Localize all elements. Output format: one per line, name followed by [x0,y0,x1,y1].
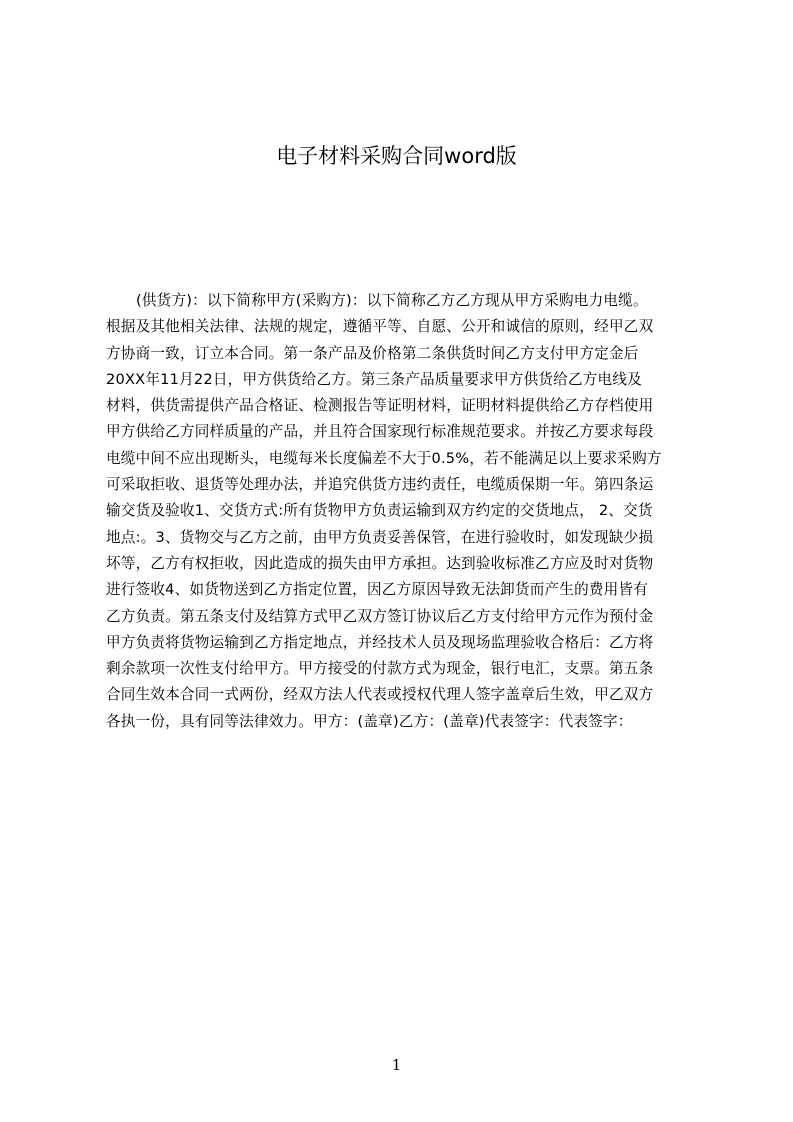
body-line: 20XX年11月22日，甲方供货给乙方。第三条产品质量要求甲方供货给乙方电线及 [106,370,642,388]
body-line: 剩余款项一次性支付给甲方。甲方接受的付款方式为现金，银行电汇，支票。第五条 [106,660,654,678]
body-line: 输交货及验收1、交货方式:所有货物甲方负责运输到双方约定的交货地点， 2、交货 [106,502,653,520]
body-line: 方协商一致，订立本合同。第一条产品及价格第二条供货时间乙方支付甲方定金后 [106,344,639,362]
body-line: 材料，供货需提供产品合格证、检测报告等证明材料，证明材料提供给乙方存档使用 [106,397,654,415]
page-number: 1 [391,1056,402,1074]
body-line: 根据及其他相关法律、法规的规定，遵循平等、自愿、公开和诚信的原则，经甲乙双 [106,318,654,336]
body-line: 甲方供给乙方同样质量的产品，并且符合国家现行标准规范要求。并按乙方要求每段 [106,423,654,441]
body-line: 坏等，乙方有权拒收，因此造成的损失由甲方承担。达到验收标准乙方应及时对货物 [106,554,654,572]
document-title: 电子材料采购合同word版 [276,144,517,168]
body-line: 进行签收4、如货物送到乙方指定位置，因乙方原因导致无法卸货而产生的费用皆有 [106,581,649,599]
body-line: 地点:。3、货物交与乙方之前，由甲方负责妥善保管，在进行验收时，如发现缺少损 [106,528,654,546]
body-line: 各执一份，具有同等法律效力。甲方：(盖章)乙方：(盖章)代表签字：代表签字： [106,712,633,730]
body-line: 可采取拒收、退货等处理办法，并追究供货方违约责任，电缆质保期一年。第四条运 [106,476,654,494]
body-line: 电缆中间不应出现断头，电缆每米长度偏差不大于0.5%，若不能满足以上要求采购方 [106,449,662,467]
body-line: 甲方负责将货物运输到乙方指定地点，并经技术人员及现场监理验收合格后：乙方将 [106,633,654,651]
body-line: (供货方)：以下简称甲方(采购方)：以下简称乙方乙方现从甲方采购电力电缆。 [136,292,648,309]
body-line: 合同生效本合同一式两份，经双方法人代表或授权代理人签字盖章后生效，甲乙双方 [106,686,654,704]
contract-body [106,288,698,748]
body-line: 乙方负责。第五条支付及结算方式甲乙双方签订协议后乙方支付给甲方元作为预付金 [106,607,654,625]
